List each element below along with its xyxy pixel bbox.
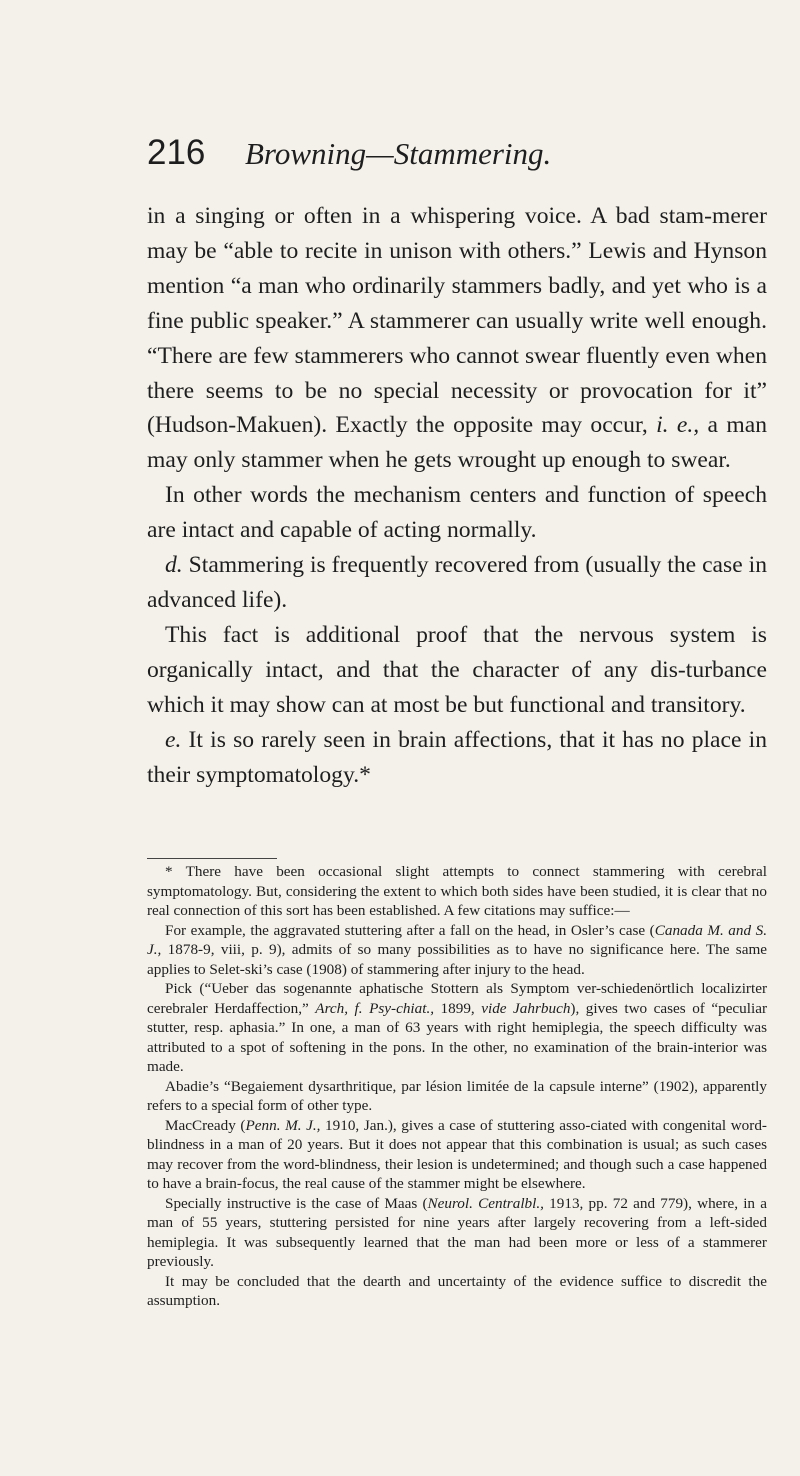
journal-title: Arch, f. Psy-chiat., [315, 999, 435, 1017]
journal-title: Canada M. and S. J., [147, 921, 767, 958]
page-number: 216 [147, 133, 206, 172]
footnote-text: ), gives two cases of “peculiar stutter, resp. aphasia.” In one, a man of 63 years with right hemiplegia, the speech difficulty was attributed to a spot of softening in the pons. In the other, no examination of the brain-interior was made. [147, 999, 768, 1075]
footnote-text: MacCready ( [165, 1116, 246, 1134]
paragraph-text: This fact is additional proof that the nervous system is organically intact, and that the character of any dis-turbance which it may show can at most be but functional and transitory. [147, 621, 767, 718]
paragraph [147, 723, 767, 793]
paragraph-text: In other words the mechanism centers and function of speech are intact and capable of acting normally. [147, 482, 767, 544]
paragraph [147, 548, 767, 618]
footnote-text: Pick (“Ueber das sogenannte aphatische Stottern als Symptom ver-schiedenörtlich localizirter cerebraler Herdaffection,” [147, 980, 767, 1017]
footnote-text: 1878-9, viii, p. 9), admits of so many possibilities as to have no significance here. The same applies to Selet-ski’s case (1908) of stammering after injury to the head. [147, 941, 767, 978]
footnote-paragraph [147, 979, 767, 1077]
footnote-text: Specially instructive is the case of Maas ( [165, 1194, 428, 1212]
footnote-text: 1910, Jan.), gives a case of stuttering asso-ciated with congenital word-blindness in a man of 20 years. But it does not appear that this combination is usual; as such cases may recover from the word-blindness, their lesion is undetermined; and though such a case happened to have a brain-focus, the real cause of the stammer might be elsewhere. [147, 1116, 767, 1192]
footnote-paragraph [147, 1194, 767, 1272]
footnote-text: For example, the aggravated stuttering after a fall on the head, in Osler’s case ( [165, 921, 655, 939]
main-text [147, 199, 767, 792]
page-header [147, 133, 551, 174]
paragraph [147, 199, 767, 478]
footnotes [147, 862, 767, 1311]
footnote-paragraph: It may be concluded that the dearth and uncertainty of the evidence suffice to discredit the assumption. [147, 1272, 767, 1309]
journal-title: Penn. M. J., [245, 1116, 321, 1134]
paragraph-text: a man may only stammer when he gets wrought up enough to swear. [147, 412, 767, 474]
paragraph-text: in a singing or often in a whispering voice. A bad stam-merer may be “able to recite in unison with others.” Lewis and Hynson mention “a man who ordinarily stammers badly, and yet who is a fine public speaker.” A stammerer can usually write well enough. “There are few stammerers who cannot swear fluently even when there seems to be no special necessity or provocation for it” (Hudson-Makuen). Exactly the opposite may occur, [147, 203, 767, 439]
running-title: Browning—Stammering. [245, 136, 552, 171]
paragraph-text: It is so rarely seen in brain affections, that it has no place in their symptomatology.* [147, 726, 767, 788]
footnote-paragraph [147, 921, 767, 980]
footnote-text: 1913, pp. 72 and 779), where, in a man of 55 years, stuttering persisted for nine years after largely recovering from a left-sided hemiplegia. It was subsequently learned that the man had been more or less of a stammerer previously. [147, 1194, 767, 1270]
item-label: e. [165, 726, 182, 753]
journal-title: Neurol. Centralbl., [427, 1194, 544, 1212]
paragraph-text: Stammering is frequently recovered from (usually the case in advanced life). [147, 552, 767, 613]
ie-abbrev: i. e., [656, 412, 700, 439]
footnote-paragraph [147, 1116, 767, 1194]
footnote-text: 1899, [434, 999, 482, 1017]
paragraph [147, 618, 767, 723]
journal-title: vide Jahrbuch [481, 999, 571, 1017]
footnote-paragraph: Abadie’s “Begaiement dysarthritique, par lésion limitée de la capsule interne” (1902), apparently refers to a special form of other type. [147, 1077, 767, 1114]
footnote-paragraph: * There have been occasional slight attempts to connect stammering with cerebral symptomatology. But, considering the extent to which both sides have been studied, it is clear that no real connection of this sort has been established. A few citations may suffice:— [147, 863, 767, 919]
footnote-rule [147, 858, 277, 859]
item-label: d. [165, 552, 183, 579]
paragraph [147, 478, 767, 548]
